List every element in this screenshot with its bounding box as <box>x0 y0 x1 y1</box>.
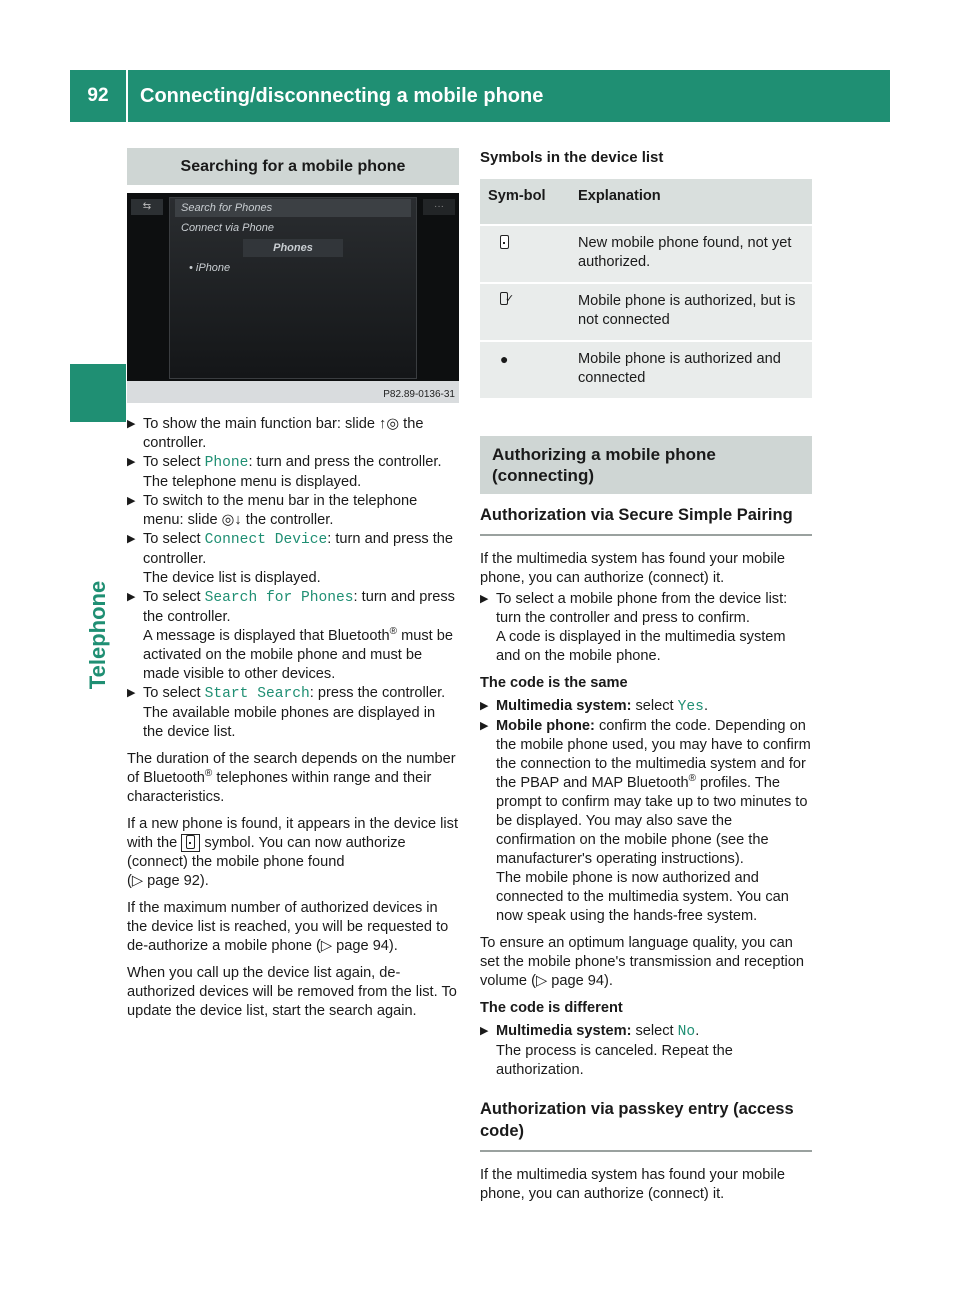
table-row: ● Mobile phone is authorized and connected <box>480 341 812 399</box>
screenshot-ref-code: P82.89-0136-31 <box>383 389 455 400</box>
list-item: ▶ To select Phone: turn and press the controller. The telephone menu is displayed. <box>127 453 459 492</box>
multimedia-screenshot <box>127 193 459 403</box>
list-item: ▶ To switch to the menu bar in the telephone menu: slide ◎↓ the controller. <box>127 492 459 530</box>
paragraph-device-list: When you call up the device list again, de-authorized devices will be removed from the list. To update the device list, start the search again. <box>127 965 457 1019</box>
more-icon: ··· <box>423 199 455 215</box>
code-same-steps <box>480 697 812 926</box>
section-title-authorizing: Authorizing a mobile phone (connecting) <box>480 436 812 494</box>
table-header-symbol: Sym-bol <box>480 179 570 225</box>
menu-item-search: Search for Phones <box>175 199 411 217</box>
mobile-phone-icon <box>500 235 509 249</box>
paragraph-duration: The duration of the search depends on the number of Bluetooth® telephones within range and their characteristics. <box>127 751 456 805</box>
paragraph-quality: To ensure an optimum language quality, you can set the mobile phone's transmission and reception volume (▷ page 94). <box>480 935 805 989</box>
page-header <box>70 70 890 122</box>
table-header <box>480 179 812 225</box>
list-item: ▶ Multimedia system: select Yes. <box>480 697 812 717</box>
page-title: Connecting/disconnecting a mobile phone <box>128 70 890 122</box>
section-title-searching: Searching for a mobile phone <box>127 148 459 185</box>
list-item: ▶ To select Connect Device: turn and press the controller. The device list is displayed. <box>127 530 459 588</box>
symbols-title: Symbols in the device list <box>480 149 664 166</box>
paragraph-passkey-intro: If the multimedia system has found your mobile phone, you can authorize (connect) it. <box>480 1167 785 1202</box>
list-item: ▶ To show the main function bar: slide ↑◎ the controller. <box>127 415 459 453</box>
code-different-title: The code is different <box>480 1000 623 1016</box>
paragraph-ssp-intro: If the multimedia system has found your mobile phone, you can authorize (connect) it. <box>480 551 785 586</box>
chapter-label: Telephone <box>85 580 110 690</box>
paragraph-new-phone: If a new phone is found, it appears in the device list with the symbol. You can now authorize (connect) the mobile phone found (▷ page 92). <box>127 816 458 889</box>
search-steps <box>127 415 459 742</box>
list-item: ▶ To select Start Search: press the controller. The available mobile phones are displayed in the device list. <box>127 684 459 742</box>
paragraph-max-devices: If the maximum number of authorized devices in the device list is reached, you will be requested to de-authorize a mobile phone (▷ page 94). <box>127 900 449 954</box>
table-row: ✓ Mobile phone is authorized, but is not connected <box>480 283 812 341</box>
subsection-title-ssp: Authorization via Secure Simple Pairing <box>480 504 812 536</box>
back-icon: ⇆ <box>131 199 163 215</box>
list-item: ▶ Mobile phone: confirm the code. Depending on the mobile phone used, you may have to confirm the connection to the multimedia system and for the PBAP and MAP Bluetooth® profiles. The prompt to confirm may take up to two minutes to be displayed. You may also save the confirmation on the mobile phone (see the manufacturer's operating instructions). The mobile phone is now authorized and connected to the multimedia system. You can now speak using the hands-free system. <box>480 717 812 926</box>
list-item: ▶ To select Search for Phones: turn and press the controller. A message is displayed that Bluetooth® must be activated on the mobile phone and must be made visible to other devices. <box>127 588 459 684</box>
code-same-title: The code is the same <box>480 675 628 691</box>
list-item: ▶ Multimedia system: select No. The process is canceled. Repeat the authorization. <box>480 1022 812 1080</box>
chapter-tab <box>70 364 126 422</box>
menu-item-phones: Phones <box>175 239 411 257</box>
list-item: ▶ To select a mobile phone from the device list: turn the controller and press to confirm. A code is displayed in the multimedia system and on the mobile phone. <box>480 590 812 666</box>
mobile-phone-icon <box>181 834 200 852</box>
left-column <box>127 148 459 1021</box>
menu-item-connect: Connect via Phone <box>181 222 274 234</box>
connected-dot-icon: ● <box>500 351 509 367</box>
menu-item-iphone: • iPhone <box>189 262 231 274</box>
mobile-phone-authorized-icon <box>500 292 512 306</box>
ssp-steps <box>480 590 812 666</box>
subsection-title-passkey: Authorization via passkey entry (access code) <box>480 1098 812 1152</box>
page-number: 92 <box>70 70 126 122</box>
right-column <box>480 148 812 1204</box>
code-different-steps <box>480 1022 812 1080</box>
symbols-table <box>480 179 812 400</box>
table-row: New mobile phone found, not yet authorized. <box>480 225 812 283</box>
table-header-explanation: Explanation <box>570 179 812 225</box>
